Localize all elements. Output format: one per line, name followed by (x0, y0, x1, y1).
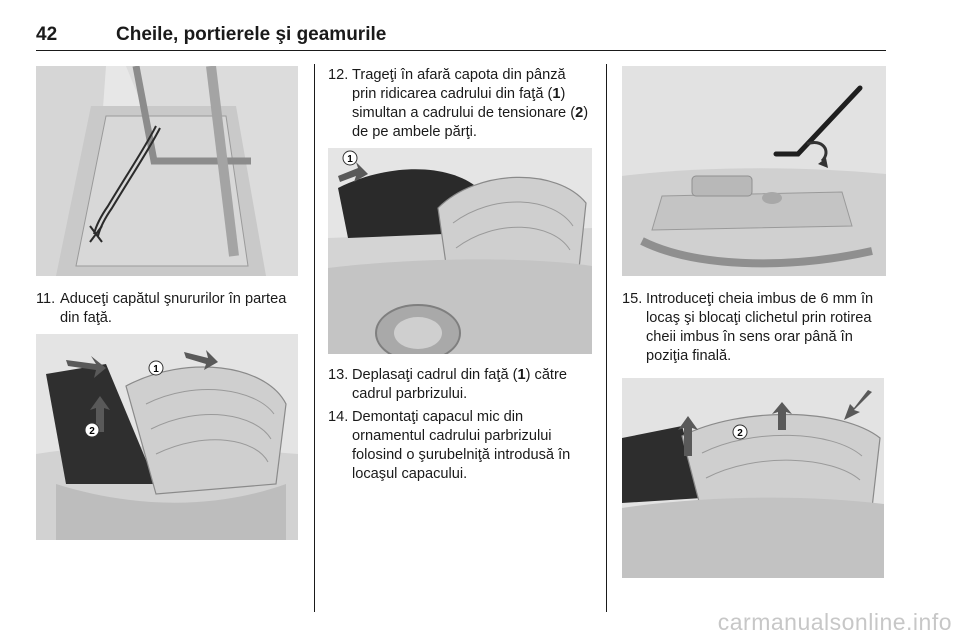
column-divider-1 (314, 64, 315, 612)
step-text: Demontaţi capacul mic din ornamentul cadrului parbrizului folosind o şurubelniţă introdusă în locaşul capacului. (352, 409, 571, 482)
page-header (36, 14, 886, 51)
callout-1: 1 (153, 364, 159, 375)
illustration-car-soft-top (328, 148, 592, 354)
step-text: Aduceţi capătul şnururilor în partea din faţă. (60, 291, 287, 326)
step-number: 11. (36, 291, 56, 307)
column-divider-2 (606, 64, 607, 612)
page-number: 42 (36, 24, 58, 45)
step-13: 13. Deplasaţi cadrul din faţă (1) către cadrul parbrizului. (328, 367, 567, 402)
step-text: Introduceţi cheia imbus de 6 mm în locaş şi blocaţi clichetul prin rotirea cheii imbus în sens orar până în poziţia finală. (646, 291, 874, 364)
illustration-lift-frames (36, 334, 298, 540)
step-12: 12. Trageţi în afară capota din pânză prin ridicarea cadrului din faţă (1) simultan a cadrului de tensionare (2) de pe ambele părţi. (328, 67, 589, 140)
callout-1: 1 (347, 154, 353, 165)
step-15 (622, 290, 888, 366)
illustration-frame-locked (622, 378, 884, 578)
callout-ref: 1 (517, 367, 526, 383)
callout-2: 2 (89, 426, 95, 437)
step-14 (328, 408, 594, 484)
step-number: 13. (328, 367, 349, 383)
callout-ref: 2 (575, 105, 584, 121)
chapter-title: Cheile, portierele şi geamurile (116, 24, 387, 45)
watermark: carmanualsonline.info (717, 609, 952, 635)
callout-ref: 1 (552, 86, 561, 102)
illustration-cords (36, 66, 298, 276)
step-number: 12. (328, 67, 349, 83)
step-11 (36, 290, 298, 328)
step-number: 15. (622, 291, 643, 307)
callout-2: 2 (737, 428, 743, 439)
step-number: 14. (328, 409, 349, 425)
illustration-allen-key (622, 66, 886, 276)
